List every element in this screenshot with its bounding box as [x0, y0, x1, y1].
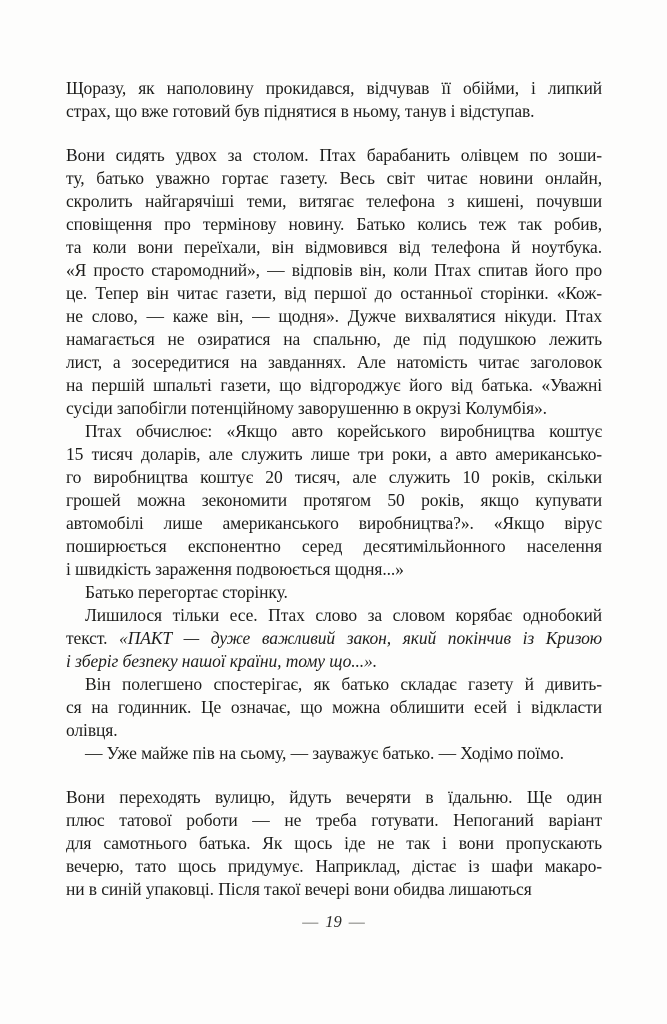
paragraph [66, 742, 602, 765]
text-segment: Лишилося тільки есе. Птах слово за словом корябає однобокий [85, 605, 602, 625]
text-line [66, 167, 602, 190]
text-segment: ту, батько уважно гортає газету. Весь світ читає новини онлайн, [66, 168, 602, 188]
text-segment: не слово, — каже він, — щодня». Дужче вихвалятися нікуди. Птах [66, 306, 602, 326]
text-segment: намагається не озиратися на спальню, де під подушкою лежить [66, 329, 602, 349]
text-line [66, 77, 602, 100]
page-footer [0, 912, 667, 932]
text-segment: автомобілі лише американського виробництва?». «Якщо вірус [66, 513, 602, 533]
paragraph [66, 420, 602, 581]
text-segment: сповіщення про термінову новину. Батько колись теж так робив, [66, 214, 602, 234]
text-segment: сусіди запобігли потенційному заворушенню в окрузі Колумбія». [66, 398, 547, 418]
text-segment: поширюється експонентно серед десятимільйонного населення [66, 536, 602, 556]
text-segment: «Я просто старомодний», — відповів він, коли Птах спитав його про [66, 260, 602, 280]
text-line [66, 878, 602, 901]
text-line [66, 100, 602, 123]
paragraph [66, 786, 602, 901]
text-line [66, 259, 602, 282]
paragraph [66, 581, 602, 604]
text-segment: — Уже майже пів на сьому, — зауважує батько. — Ходімо поїмо. [85, 743, 564, 763]
text-line [66, 512, 602, 535]
paragraph [66, 144, 602, 420]
text-segment: для самотнього батька. Як щось іде не так і вони пропускають [66, 833, 602, 853]
footer-dash-right: — [348, 914, 365, 931]
text-line [66, 420, 602, 443]
text-segment: скролить найгарячіші теми, витягає телефона з кишені, почувши [66, 191, 602, 211]
text-segment: олівця. [66, 720, 118, 740]
text-segment: страх, що вже готовий був піднятися в ньому, танув і відступав. [66, 101, 535, 121]
text-line [66, 673, 602, 696]
text-line [66, 558, 602, 581]
text-block [66, 77, 602, 901]
text-segment: Батько перегортає сторінку. [85, 582, 288, 602]
text-segment: грошей можна зекономити протягом 50 років, якщо купувати [66, 490, 602, 510]
text-line [66, 535, 602, 558]
text-line [66, 328, 602, 351]
text-segment: ся на годинник. Це означає, що можна облишити есей і відкласти [66, 697, 602, 717]
text-line [66, 282, 602, 305]
text-segment: вечерю, тато щось придумує. Наприклад, дістає із шафи макаро- [66, 856, 602, 876]
text-segment: Щоразу, як наполовину прокидався, відчував її обійми, і липкий [66, 78, 602, 98]
text-line [66, 719, 602, 742]
page-number: 19 [325, 912, 342, 931]
text-line [66, 604, 602, 627]
text-line [66, 213, 602, 236]
paragraph [66, 673, 602, 742]
text-segment: лист, а зосередитися на завданнях. Але натомість читає заголовок [66, 352, 602, 372]
text-segment: Вони сидять удвох за столом. Птах барабанить олівцем по зоши- [66, 145, 602, 165]
text-line [66, 374, 602, 397]
text-segment: та коли вони переїхали, він відмовився від телефона й ноутбука. [66, 237, 602, 257]
text-line [66, 809, 602, 832]
text-segment: ни в синій упаковці. Після такої вечері вони обидва лишаються [66, 879, 532, 899]
text-line [66, 466, 602, 489]
italic-text-segment: «ПАКТ — дуже важливий закон, який покінчив із Кризою [119, 628, 602, 648]
text-line [66, 786, 602, 809]
text-segment: Вони переходять вулицю, йдуть вечеряти в їдальню. Ще один [66, 787, 602, 807]
text-segment: Птах обчислює: «Якщо авто корейського виробництва коштує [85, 421, 602, 441]
text-line [66, 581, 602, 604]
paragraph [66, 77, 602, 123]
text-segment: го виробництва коштує 20 тисяч, але служить 10 років, скільки [66, 467, 602, 487]
text-line [66, 397, 602, 420]
text-line [66, 696, 602, 719]
text-line [66, 443, 602, 466]
text-line [66, 236, 602, 259]
text-segment: текст. [66, 628, 120, 648]
text-segment: і швидкість зараження подвоюється щодня...» [66, 559, 404, 579]
paragraph [66, 604, 602, 673]
text-segment: 15 тисяч доларів, але служить лише три роки, а авто американсько- [66, 444, 602, 464]
text-line [66, 351, 602, 374]
text-line [66, 742, 602, 765]
text-line [66, 489, 602, 512]
text-segment: на першій шпальті газети, що відгороджує його від батька. «Уважні [66, 375, 602, 395]
text-line [66, 832, 602, 855]
footer-dash-left: — [302, 914, 319, 931]
text-line [66, 855, 602, 878]
text-segment: Він полегшено спостерігає, як батько складає газету й дивить- [85, 674, 602, 694]
text-line [66, 144, 602, 167]
italic-text-segment: і зберіг безпеку нашої країни, тому що...». [66, 651, 377, 671]
text-line [66, 650, 602, 673]
text-line [66, 305, 602, 328]
text-line [66, 627, 602, 650]
text-line [66, 190, 602, 213]
text-segment: це. Тепер він читає газети, від першої до останньої сторінки. «Кож- [66, 283, 602, 303]
text-segment: плюс татової роботи — не треба готувати. Непоганий варіант [66, 810, 602, 830]
